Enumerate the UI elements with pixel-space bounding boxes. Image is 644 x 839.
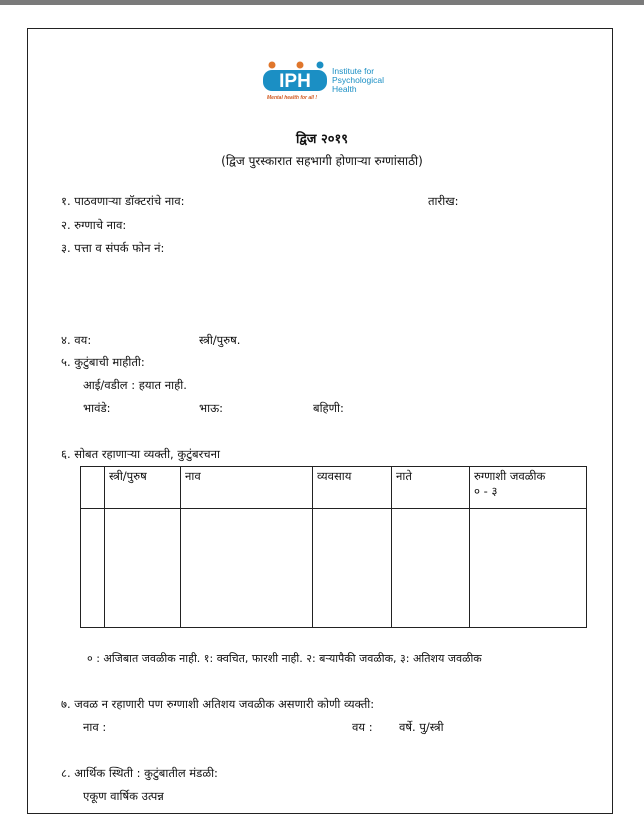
table-header-gender: स्त्री/पुरुष [105,467,181,509]
annual-income-label: एकूण वार्षिक उत्पन्न [83,789,164,803]
close-person-age-label: वय : [352,720,373,734]
table-header-cell [81,467,105,509]
q6-household-label: ६. सोबत रहाणाऱ्या व्यक्ती, कुटुंबरचना [61,447,220,461]
svg-text:IPH: IPH [279,71,311,91]
table-cell[interactable] [470,509,587,628]
iph-logo [263,55,403,111]
table-cell[interactable] [81,509,105,628]
table-cell[interactable] [313,509,392,628]
brother-label: भाऊ: [199,401,223,415]
siblings-label: भावंडे: [83,401,111,415]
q5-family-info-label: ५. कुटुंबाची माहीती: [61,355,145,369]
q2-patient-name-label: २. रुग्णाचे नाव: [61,218,127,232]
q4-age-label: ४. वय: [61,333,92,347]
table-header-occupation: व्यवसाय [313,467,392,509]
table-header-relation: नाते [392,467,470,509]
iph-logo-name: Institute for Psychological Health [332,66,384,94]
close-person-years-gender-label: वर्षे. पु/स्त्री [399,720,444,734]
closeness-scale: ० - ३ [474,484,498,498]
q1-referring-doctor-label: १. पाठवणाऱ्या डॉक्टरांचे नाव: [61,194,185,208]
table-cell[interactable] [392,509,470,628]
parents-label: आई/वडील : हयात नाही. [83,378,187,392]
form-title: द्विज २०१९ [295,132,349,147]
form-subtitle: (द्विज पुरस्कारात सहभागी होणाऱ्या रुग्णांसाठी) [221,154,423,168]
gender-label: स्त्री/पुरुष. [199,333,241,347]
iph-logo-tagline: Mental health for all ! [267,95,318,101]
sister-label: बहिणी: [313,401,344,415]
q8-financial-status-label: ८. आर्थिक स्थिती : कुटुंबातील मंडळी: [61,766,218,780]
table-header-row [81,467,587,509]
top-border-bar [0,0,644,5]
household-table [80,466,587,628]
table-cell[interactable] [181,509,313,628]
date-label: तारीख: [428,194,459,208]
table-cell[interactable] [105,509,181,628]
table-row [81,509,587,628]
close-person-name-label: नाव : [83,720,107,734]
q7-close-person-label: ७. जवळ न रहाणारी पण रुग्णाशी अतिशय जवळीक असणारी कोणी व्यक्ती: [61,697,375,711]
q3-address-phone-label: ३. पत्ता व संपर्क फोन नं: [61,241,165,255]
table-header-closeness: रुग्णाशी जवळीक ० - ३ [470,467,587,509]
table-header-name: नाव [181,467,313,509]
closeness-legend: ० : अजिबात जवळीक नाही. १: क्वचित, फारशी नाही. २: बऱ्यापैकी जवळीक, ३: अतिशय जवळीक [87,652,482,665]
iph-logo-mark [263,61,329,91]
